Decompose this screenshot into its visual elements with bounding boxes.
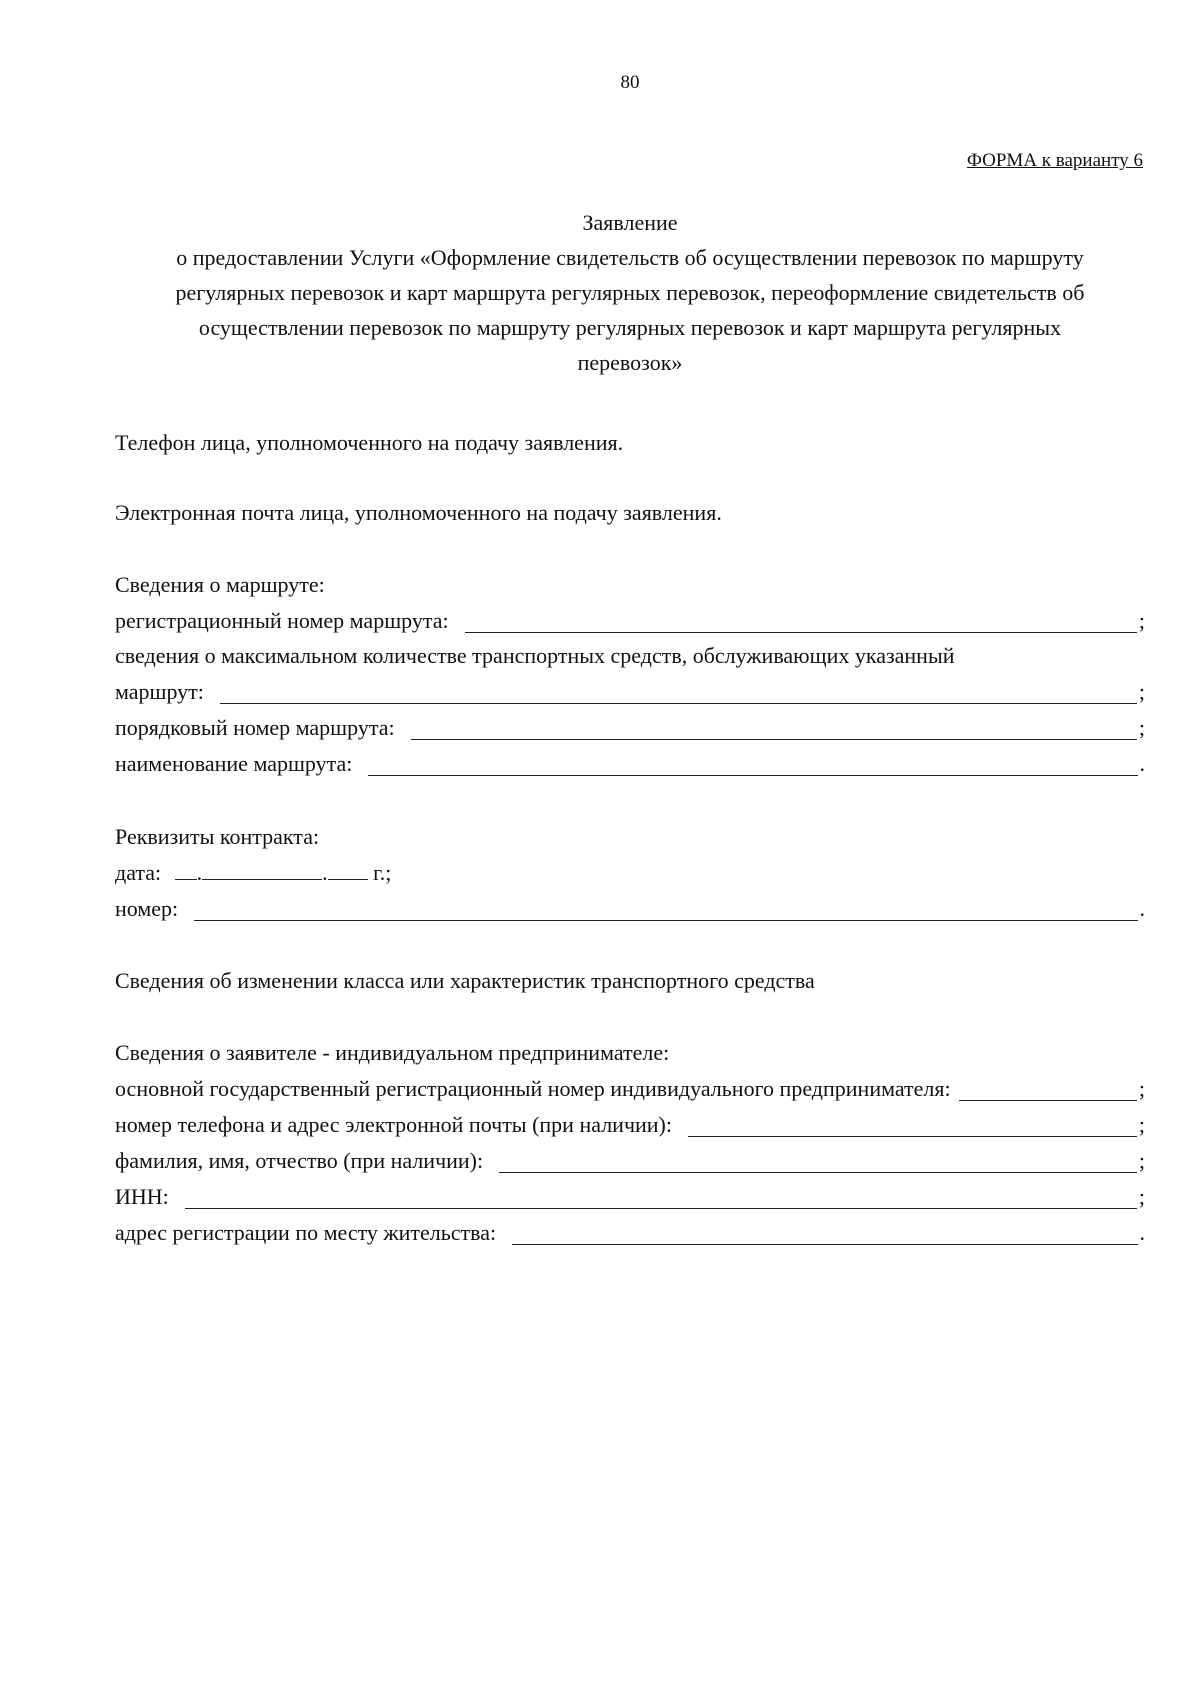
route-reg-number-field[interactable] [465, 608, 1137, 633]
applicant-phone-email-label: номер телефона и адрес электронной почты (при наличии): [115, 1112, 672, 1137]
contract-date-label: дата: [115, 860, 162, 885]
contract-date-sep-2: . [322, 860, 328, 885]
applicant-fio-row [115, 1146, 1145, 1176]
route-max-vehicles-end: ; [1138, 679, 1145, 704]
form-reference: ФОРМА к варианту 6 [966, 150, 1143, 171]
vehicle-change-label: Сведения об изменении класса или характеристик транспортного средства [115, 968, 815, 993]
applicant-ogrnip-row [115, 1074, 1145, 1104]
route-reg-number-row [115, 606, 1145, 636]
applicant-phone-email-field[interactable] [688, 1112, 1137, 1137]
route-serial-number-field[interactable] [411, 715, 1137, 740]
route-name-row [115, 749, 1145, 779]
page-number: 80 [620, 72, 640, 93]
route-name-field[interactable] [368, 751, 1137, 776]
applicant-ogrnip-end: ; [1138, 1076, 1145, 1101]
applicant-ogrnip-field[interactable] [959, 1076, 1137, 1101]
route-reg-number-label: регистрационный номер маршрута: [115, 608, 449, 633]
route-serial-number-row [115, 713, 1145, 743]
route-heading: Сведения о маршруте: [115, 572, 325, 597]
applicant-address-end: . [1139, 1220, 1145, 1245]
document-subtitle-line-4: перевозок» [577, 350, 683, 375]
route-max-vehicles-row [115, 677, 1145, 707]
applicant-fio-end: ; [1138, 1148, 1145, 1173]
route-serial-number-end: ; [1138, 715, 1145, 740]
route-serial-number-label: порядковый номер маршрута: [115, 715, 395, 740]
contract-date-suffix: г.; [373, 860, 392, 885]
contract-number-field[interactable] [194, 896, 1137, 921]
document-title-block [115, 205, 1145, 380]
document-subtitle-line-3: осуществлении перевозок по маршруту регулярных перевозок и карт маршрута регулярных [198, 315, 1062, 340]
contract-heading: Реквизиты контракта: [115, 824, 320, 849]
applicant-address-label: адрес регистрации по месту жительства: [115, 1220, 497, 1245]
contract-date-row [115, 858, 1145, 888]
route-reg-number-end: ; [1138, 608, 1145, 633]
contract-date-month-field[interactable] [202, 859, 322, 880]
document-title: Заявление [582, 210, 678, 235]
phone-label: Телефон лица, уполномоченного на подачу заявления. [115, 430, 624, 455]
applicant-inn-end: ; [1138, 1184, 1145, 1209]
contract-date-day-field[interactable] [175, 859, 197, 880]
applicant-heading: Сведения о заявителе - индивидуальном предпринимателе: [115, 1040, 670, 1065]
contract-date-year-field[interactable] [328, 859, 368, 880]
applicant-inn-row [115, 1182, 1145, 1212]
contract-number-row [115, 894, 1145, 924]
contract-number-label: номер: [115, 896, 179, 921]
applicant-inn-label: ИНН: [115, 1184, 169, 1209]
applicant-ogrnip-label: основной государственный регистрационный номер индивидуального предпринимателя: [115, 1076, 951, 1101]
applicant-phone-email-end: ; [1138, 1112, 1145, 1137]
route-max-vehicles-label-line1: сведения о максимальном количестве транспортных средств, обслуживающих указанный [115, 643, 955, 668]
route-name-label: наименование маршрута: [115, 751, 353, 776]
email-label: Электронная почта лица, уполномоченного на подачу заявления. [115, 500, 722, 525]
contract-date-sep-1: . [196, 860, 203, 885]
applicant-fio-field[interactable] [499, 1148, 1137, 1173]
route-max-vehicles-field[interactable] [220, 679, 1137, 704]
contract-number-end: . [1139, 896, 1145, 921]
document-subtitle-line-1: о предоставлении Услуги «Оформление свидетельств об осуществлении перевозок по маршруту [176, 245, 1084, 270]
applicant-address-field[interactable] [512, 1220, 1137, 1245]
applicant-fio-label: фамилия, имя, отчество (при наличии): [115, 1148, 484, 1173]
route-max-vehicles-label-line2: маршрут: [115, 679, 204, 704]
document-subtitle-line-2: регулярных перевозок и карт маршрута регулярных перевозок, переоформление свидетельств об [175, 280, 1085, 305]
applicant-inn-field[interactable] [185, 1184, 1137, 1209]
applicant-phone-email-row [115, 1110, 1145, 1140]
applicant-address-row [115, 1218, 1145, 1248]
route-name-end: . [1139, 751, 1145, 776]
